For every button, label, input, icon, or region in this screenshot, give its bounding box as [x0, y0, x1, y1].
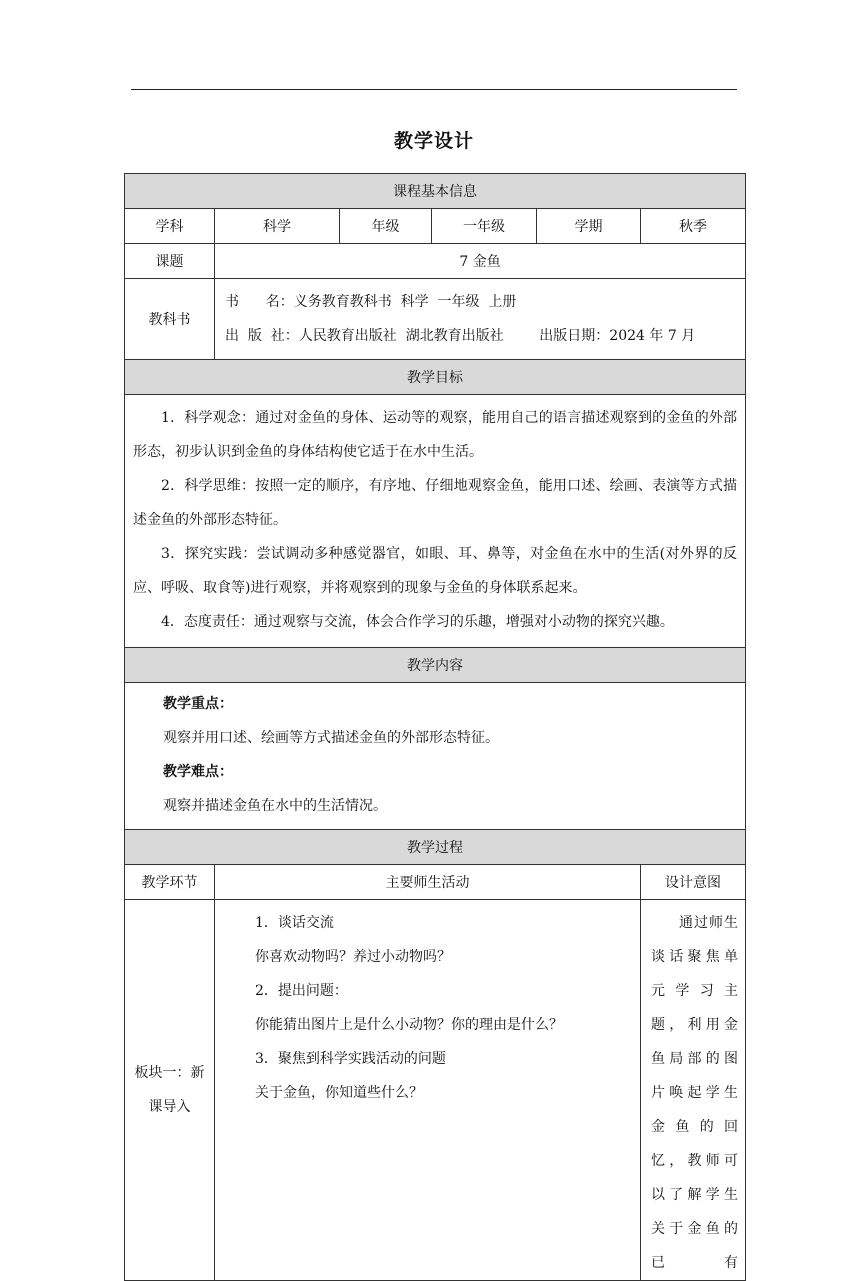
document-title: 教学设计 [393, 130, 474, 152]
objective-item: 3．探究实践：尝试调动多种感觉器官，如眼、耳、鼻等，对金鱼在水中的生活(对外界的反应、呼吸、取食等)进行观察，并将观察到的现象与金鱼的身体联系起来。 [133, 546, 738, 596]
objective-item: 2．科学思维：按照一定的顺序，有序地、仔细地观察金鱼，能用口述、绘画、表演等方式描述金鱼的外部形态特征。 [133, 478, 738, 528]
activity-line: 关于金鱼，你知道些什么？ [255, 1085, 423, 1101]
header-rule [131, 89, 737, 90]
activity-line: 3．聚焦到科学实践活动的问题 [255, 1051, 446, 1067]
col-header-activity: 主要师生活动 [215, 865, 641, 900]
activity-blank [255, 1110, 632, 1144]
section-header-process: 教学过程 [125, 830, 746, 865]
difficulty-text: 观察并描述金鱼在水中的生活情况。 [163, 798, 387, 814]
section-header-objectives: 教学目标 [125, 360, 746, 395]
term-value: 秋季 [641, 209, 746, 244]
activity-line: 你能猜出图片上是什么小动物？你的理由是什么？ [255, 1017, 563, 1033]
textbook-label: 教科书 [125, 279, 215, 360]
difficulty-label: 教学难点： [163, 764, 233, 780]
key-point-text: 观察并用口述、绘画等方式描述金鱼的外部形态特征。 [163, 730, 499, 746]
lesson-plan-table [124, 173, 746, 1281]
col-header-intent: 设计意图 [641, 865, 746, 900]
module-1-name: 板块一：新课导入 [125, 900, 215, 1281]
textbook-info [215, 279, 746, 360]
subject-label: 学科 [125, 209, 215, 244]
section-header-content: 教学内容 [125, 648, 746, 683]
book-name-line: 书 名：义务教育教科书 科学 一年级 上册 [225, 294, 517, 310]
term-label: 学期 [537, 209, 641, 244]
activity-line: 1．谈话交流 [255, 915, 334, 931]
subject-value: 科学 [215, 209, 340, 244]
topic-value: 7 金鱼 [215, 244, 746, 279]
col-header-stage: 教学环节 [125, 865, 215, 900]
objective-item: 4．态度责任：通过观察与交流，体会合作学习的乐趣，增强对小动物的探究兴趣。 [161, 614, 674, 630]
topic-label: 课题 [125, 244, 215, 279]
grade-label: 年级 [340, 209, 432, 244]
grade-value: 一年级 [432, 209, 537, 244]
key-point-label: 教学重点： [163, 696, 233, 712]
activity-line: 2．提出问题： [255, 983, 348, 999]
publisher-line: 出 版 社：人民教育出版社 湖北教育出版社 出版日期：2024 年 7 月 [225, 328, 696, 344]
objective-item: 1．科学观念：通过对金鱼的身体、运动等的观察，能用自己的语言描述观察到的金鱼的外部形态，初步认识到金鱼的身体结构使它适于在水中生活。 [133, 410, 738, 460]
module-1-activities [215, 900, 641, 1281]
activity-line: 你喜欢动物吗？养过小动物吗？ [255, 949, 451, 965]
section-header-basic-info: 课程基本信息 [125, 174, 746, 209]
content-body [125, 683, 746, 830]
module-1-intent [641, 900, 746, 1281]
objectives-body [125, 395, 746, 648]
intent-text: 通过师生谈话聚焦单元学习主题，利用金鱼局部的图片唤起学生金鱼的回忆，教师可以了解学生关于金鱼的已有 [651, 915, 740, 1271]
